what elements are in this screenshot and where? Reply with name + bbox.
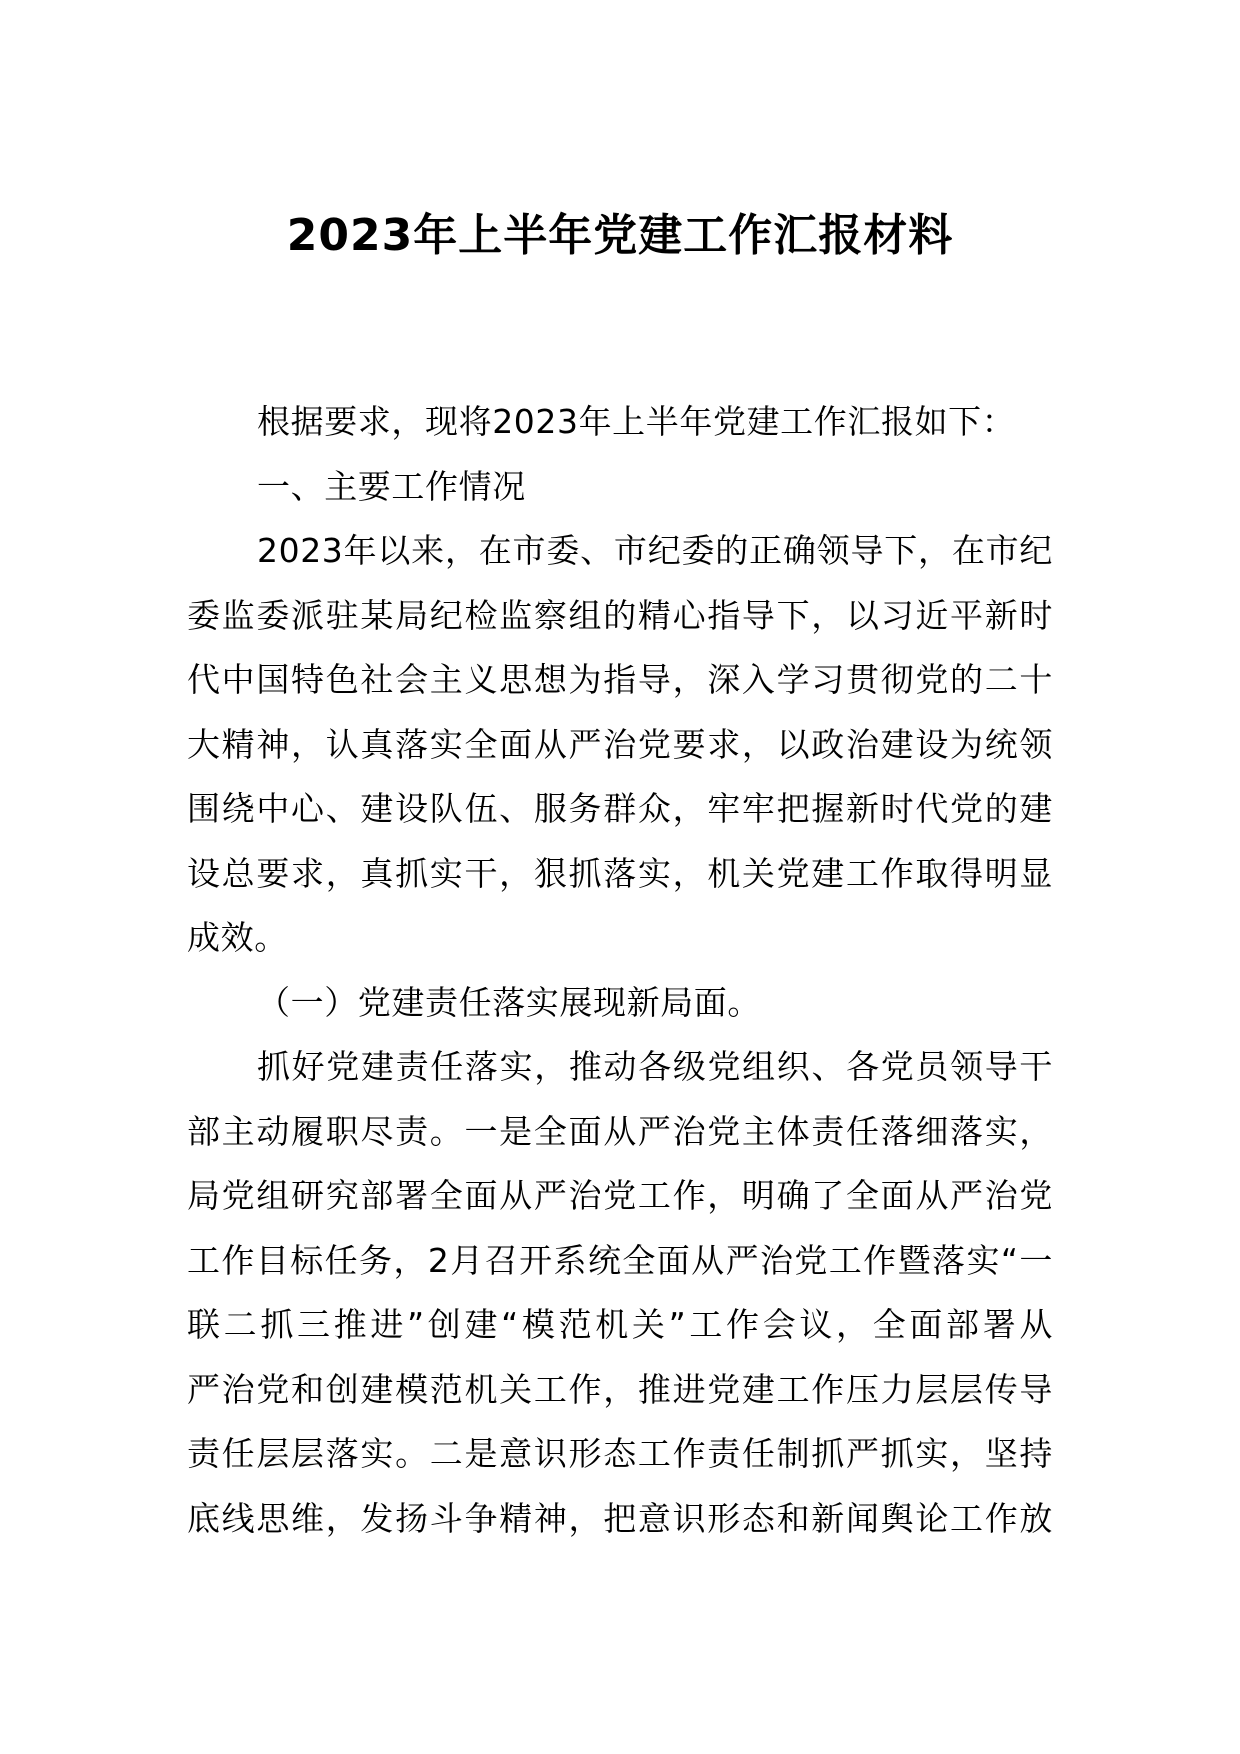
- paragraph-overview: [187, 519, 1053, 971]
- text-line: 局党组研究部署全面从严治党工作，明确了全面从严治党: [187, 1176, 1053, 1215]
- text-line: 2023年以来，在市委、市纪委的正确领导下，在市纪: [257, 531, 1053, 570]
- text-line: 代中国特色社会主义思想为指导，深入学习贯彻党的二十: [187, 660, 1053, 699]
- text-line: 责任层层落实。二是意识形态工作责任制抓严抓实，坚持: [187, 1434, 1053, 1473]
- text-line: 根据要求，现将2023年上半年党建工作汇报如下：: [257, 402, 1016, 441]
- paragraph-responsibility: [187, 1035, 1053, 1551]
- paragraph-intro: [187, 390, 1053, 455]
- text-line: 严治党和创建模范机关工作，推进党建工作压力层层传导: [187, 1369, 1053, 1409]
- text-line: 成效。: [187, 918, 288, 957]
- text-line: 工作目标任务，2月召开系统全面从严治党工作暨落实“一: [187, 1240, 1053, 1280]
- text-line: 底线思维，发扬斗争精神，把意识形态和新闻舆论工作放: [187, 1498, 1053, 1538]
- text-line: 设总要求，真抓实干，狠抓落实，机关党建工作取得明显: [187, 853, 1053, 893]
- text-line: 联二抓三推进”创建“模范机关”工作会议，全面部署从: [187, 1305, 1053, 1344]
- text-line: 围绕中心、建设队伍、服务群众，牢牢把握新时代党的建: [187, 789, 1053, 828]
- text-line: 委监委派驻某局纪检监察组的精心指导下，以习近平新时: [187, 595, 1053, 635]
- text-line: 大精神，认真落实全面从严治党要求，以政治建设为统领: [187, 724, 1053, 764]
- text-line: （一）党建责任落实展现新局面。: [257, 982, 761, 1022]
- section-heading-main-work: [187, 455, 1053, 520]
- text-line: 抓好党建责任落实，推动各级党组织、各党员领导干: [257, 1047, 1053, 1086]
- subsection-heading-responsibility: [187, 971, 1053, 1036]
- text-line: 一、主要工作情况: [257, 466, 526, 506]
- document-body: [187, 390, 1053, 1551]
- text-line: 部主动履职尽责。一是全面从严治党主体责任落细落实，: [187, 1111, 1053, 1151]
- document-title: 2023年上半年党建工作汇报材料: [286, 210, 954, 261]
